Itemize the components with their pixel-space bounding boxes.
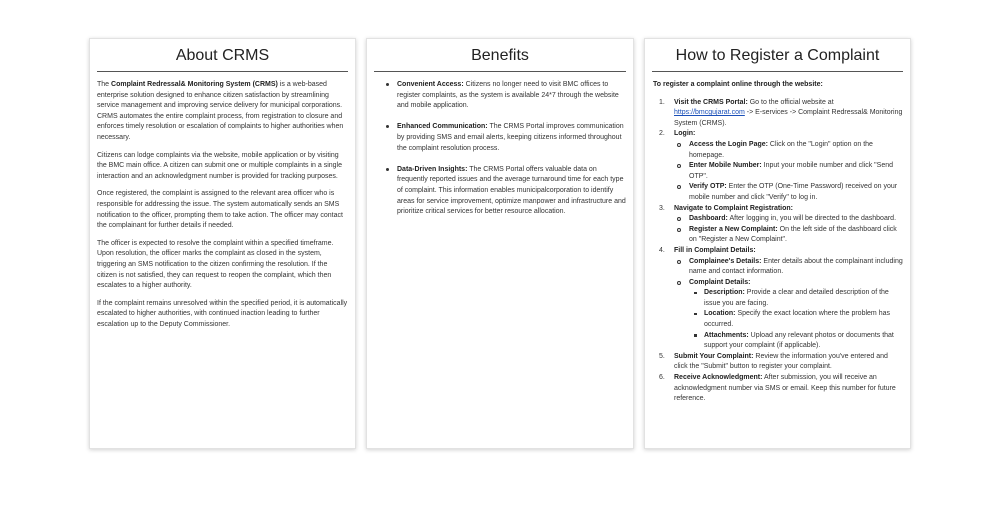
register-step — [652, 98, 903, 130]
register-steps — [652, 98, 903, 405]
about-paragraph — [97, 80, 348, 144]
step-label: Fill in Complaint Details: — [674, 246, 756, 254]
register-step — [652, 129, 903, 203]
benefits-list — [374, 80, 626, 218]
bmc-website-link[interactable]: https://bmcgujarat.com — [674, 109, 745, 117]
substep-label: Complainee's Details: — [689, 257, 762, 265]
substep-text: After logging in, you will be directed to the dashboard. — [727, 215, 897, 223]
about-p1-prefix: The — [97, 81, 112, 88]
about-divider — [97, 71, 348, 72]
substep-label: Dashboard: — [689, 215, 728, 223]
benefit-text: Citizens no longer need to visit BMC offices to register complaints, as the system is available 24*7 through the website and mobile application. — [397, 81, 619, 110]
substep-item — [674, 225, 903, 246]
substep-label: Attachments: — [704, 331, 749, 339]
substep-text: Enter the OTP (One-Time Password) received on your mobile number and click "Verify" to log in. — [689, 183, 898, 201]
substep-list — [674, 140, 903, 204]
register-complaint-card — [644, 38, 911, 449]
about-paragraph: Citizens can lodge complaints via the website, mobile application or by visiting the BMC main office. A citizen can submit one or multiple complaints in a single interaction and an acknowledgment number is provided for tracking purposes. — [97, 151, 342, 180]
step-label: Navigate to Complaint Registration: — [674, 204, 794, 212]
step-label: Visit the CRMS Portal: — [674, 98, 748, 106]
about-crms-title: About CRMS — [175, 47, 270, 64]
about-crms-card — [89, 38, 356, 449]
nested-substep-item — [689, 309, 903, 330]
substep-label: Register a New Complaint: — [689, 225, 778, 233]
substep-text: Click on the "Login" option on the homepage. — [689, 140, 873, 159]
step-number: 3. — [659, 204, 665, 212]
substep-item — [674, 140, 903, 161]
substep-text: On the left side of the dashboard click on "Register a New Complaint". — [689, 225, 897, 244]
about-p1-text: is a web-based enterprise solution designed to enhance citizen satisfaction by streamlining service management and improving service delivery for municipal corporations. CRMS automates the entire complaint process, from registration to closure and enforces timely resolution or escalation of complaints to higher authorities when necessary. — [97, 81, 344, 141]
step-text: After submission, you will receive an acknowledgment number via SMS or email. Keep this number for future reference. — [674, 374, 896, 403]
register-step — [652, 352, 903, 373]
substep-text: Input your mobile number and click "Send OTP". — [689, 162, 894, 180]
substep-text: Specify the exact location where the problem has occurred. — [704, 310, 890, 329]
benefits-divider — [374, 71, 626, 72]
substep-label: Complaint Details: — [689, 278, 751, 286]
substep-list — [674, 214, 903, 246]
about-crms-body — [97, 80, 348, 330]
step-number: 2. — [659, 130, 665, 138]
nested-substep-list — [689, 288, 903, 352]
benefit-item — [374, 122, 626, 154]
step-label: Receive Acknowledgment: — [674, 374, 763, 382]
about-p1-bold: Complaint Redressal& Monitoring System (CRMS) — [111, 81, 278, 88]
substep-text: Enter details about the complainant including name and contact information. — [689, 257, 903, 276]
benefit-label: Enhanced Communication: — [397, 123, 488, 131]
substep-item — [674, 257, 903, 278]
register-step — [652, 246, 903, 352]
nested-substep-item — [689, 288, 903, 309]
register-step — [652, 373, 903, 405]
substep-item — [674, 161, 903, 182]
benefit-text: The CRMS Portal offers valuable data on frequently reported issues and the average turnaround time for each type of complaint. This information enables municipalcorporation to identify areas for service improvement, optimize manpower and infrastructure and prioritize critical services for better resource allocation. — [397, 165, 626, 216]
substep-text: Upload any relevant photos or documents that support your complaint (if applicable). — [704, 331, 894, 350]
register-lead: To register a complaint online through the website: — [653, 81, 823, 88]
substep-item — [674, 182, 903, 203]
nested-substep-item — [689, 331, 903, 352]
benefit-item — [374, 80, 626, 112]
step-number: 6. — [659, 374, 665, 382]
step-text: -> E-services -> Complaint Redressal& Monitoring System (CRMS). — [674, 109, 903, 127]
about-paragraph: The officer is expected to resolve the complaint within a specified timeframe. Upon resolution, the officer marks the complaint as closed in the system, triggering an SMS notification to the citizen confirming the resolution. If the citizen is not satisfied, they can request to reopen the complaint, which then escalates to a higher authority. — [97, 239, 334, 290]
step-number: 5. — [659, 352, 665, 360]
benefit-item — [374, 165, 626, 218]
benefits-card — [366, 38, 634, 449]
substep-text: Provide a clear and detailed description of the issue you are facing. — [704, 289, 889, 307]
substep-label: Description: — [704, 289, 745, 297]
step-number: 4. — [659, 246, 665, 254]
step-label: Login: — [674, 130, 696, 138]
benefit-text: The CRMS Portal improves communication by providing SMS and email alerts, keeping citizens informed throughout the complaint resolution process. — [397, 123, 624, 152]
register-complaint-title: How to Register a Complaint — [675, 47, 880, 64]
substep-label: Verify OTP: — [689, 183, 727, 191]
register-divider — [652, 71, 903, 72]
substep-label: Enter Mobile Number: — [689, 162, 762, 170]
register-body — [652, 80, 903, 405]
substep-item — [674, 278, 903, 352]
substep-label: Location: — [704, 310, 736, 318]
benefit-label: Convenient Access: — [397, 81, 464, 88]
benefit-label: Data-Driven Insights: — [397, 165, 468, 173]
substep-item — [674, 214, 903, 225]
substep-list — [674, 257, 903, 352]
register-step — [652, 204, 903, 246]
step-text: Review the information you've entered and click the "Submit" button to register your complaint. — [674, 352, 888, 371]
benefits-title: Benefits — [471, 47, 529, 64]
substep-label: Access the Login Page: — [689, 140, 768, 148]
about-paragraph: If the complaint remains unresolved within the specified period, it is automatically escalated to higher authorities, with continued inaction leading to further escalation up to the Deputy Commissioner. — [97, 299, 348, 328]
step-label: Submit Your Complaint: — [674, 352, 754, 360]
step-text: Go to the official website at — [747, 98, 834, 106]
about-paragraph: Once registered, the complaint is assigned to the relevant area officer who is responsible for addressing the issue. The system automatically sends an SMS notification to the officer, prompting them to take action. The officer may contact the complainant for further details if needed. — [97, 190, 343, 230]
step-number: 1. — [659, 98, 665, 106]
